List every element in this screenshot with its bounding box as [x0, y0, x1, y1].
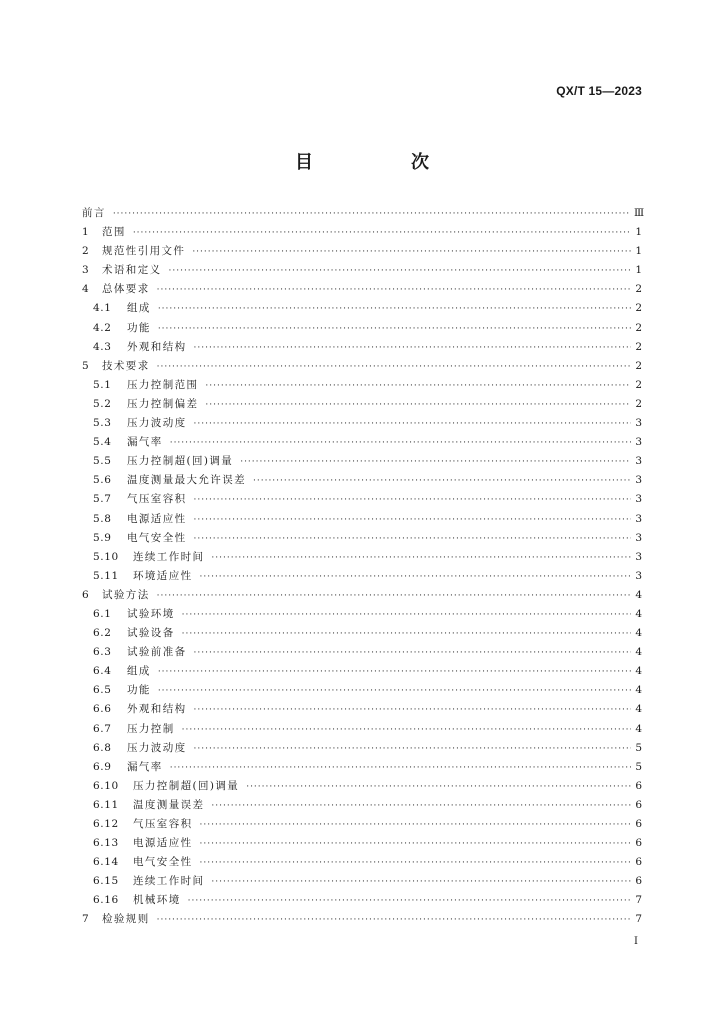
toc-entry-label: 温度测量误差 — [133, 798, 205, 811]
toc-entry-page: 2 — [635, 340, 642, 353]
toc-entry-label: 温度测量最大允许误差 — [127, 474, 246, 487]
toc-entry-label: 外观和结构 — [127, 703, 187, 716]
toc-leader-dots — [194, 511, 632, 530]
toc-entry-label: 功能 — [127, 684, 151, 697]
toc-entry-number: 6.3 — [93, 646, 112, 659]
toc-entry[interactable] — [82, 242, 642, 261]
toc-entry-page: 3 — [635, 569, 642, 582]
toc-entry-number: 6.6 — [93, 703, 112, 716]
toc-entry[interactable] — [82, 376, 642, 395]
toc-entry[interactable] — [82, 891, 642, 910]
toc-leader-dots — [211, 549, 631, 568]
toc-entry-number: 5.10 — [93, 550, 119, 563]
toc-entry-page: 6 — [635, 818, 642, 830]
toc-entry[interactable] — [82, 910, 642, 929]
toc-leader-dots — [158, 320, 631, 339]
toc-entry-number: 4.3 — [93, 340, 112, 353]
toc-leader-dots — [194, 491, 632, 510]
toc-leader-dots — [200, 854, 632, 873]
toc-entry[interactable] — [82, 261, 642, 280]
toc-entry[interactable] — [82, 338, 642, 357]
page-title: 目 次 — [295, 152, 469, 173]
toc-entry[interactable] — [82, 548, 642, 567]
toc-leader-dots — [182, 625, 631, 644]
toc-entry-page: 4 — [635, 722, 642, 735]
toc-entry-label: 漏气率 — [127, 436, 163, 449]
toc-entry-number: 2 — [82, 245, 90, 258]
toc-leader-dots — [182, 606, 631, 625]
toc-leader-dots — [246, 778, 631, 797]
toc-leader-dots — [188, 892, 631, 911]
toc-entry-label: 试验环境 — [127, 607, 175, 620]
toc-entry-page: 6 — [635, 798, 642, 811]
toc-entry-label: 环境适应性 — [133, 569, 193, 582]
toc-entry-page: 3 — [635, 531, 642, 544]
toc-entry-page: 5 — [635, 741, 642, 754]
toc-entry-number: 5.7 — [93, 493, 112, 506]
toc-entry-number: 6.14 — [93, 856, 119, 869]
toc-entry-page: 3 — [635, 550, 642, 563]
toc-entry-number: 6.5 — [93, 684, 112, 697]
toc-entry-page: 4 — [635, 646, 642, 659]
toc-entry[interactable] — [82, 739, 642, 758]
toc-entry-label: 组成 — [127, 665, 151, 678]
toc-entry[interactable] — [82, 567, 642, 586]
toc-entry-page: 6 — [635, 837, 642, 850]
toc-entry-page: 4 — [635, 588, 642, 601]
toc-entry-label: 压力控制范围 — [127, 378, 199, 391]
toc-entry-number: 4 — [82, 283, 90, 296]
toc-leader-dots — [211, 873, 631, 892]
toc-entry[interactable] — [82, 586, 642, 605]
toc-entry[interactable] — [82, 280, 642, 299]
toc-entry-label: 机械环境 — [133, 894, 181, 907]
toc-entry[interactable] — [82, 796, 642, 815]
toc-entry-page: 3 — [635, 493, 642, 506]
toc-entry-page: 1 — [635, 245, 642, 258]
toc-leader-dots — [240, 453, 631, 472]
toc-leader-dots — [205, 377, 631, 396]
toc-leader-dots — [182, 721, 631, 740]
toc-leader-dots — [169, 262, 632, 281]
toc-entry-number: 6.9 — [93, 760, 112, 773]
toc-entry-page: 1 — [635, 226, 642, 239]
toc-leader-dots — [194, 740, 632, 759]
toc-leader-dots — [194, 530, 632, 549]
toc-entry-number: 6.4 — [93, 665, 112, 678]
toc-entry-label: 组成 — [127, 302, 151, 315]
toc-entry-page: 3 — [635, 455, 642, 468]
toc-entry[interactable] — [82, 452, 642, 471]
toc-entry-number: 6 — [82, 588, 90, 601]
toc-entry[interactable] — [82, 681, 642, 700]
toc-entry[interactable] — [82, 204, 645, 223]
toc-entry-page: 4 — [635, 703, 642, 716]
toc-entry-number: 7 — [82, 913, 90, 926]
toc-entry-page: Ⅲ — [634, 207, 645, 219]
toc-entry-number: 6.11 — [93, 798, 119, 811]
toc-leader-dots — [253, 472, 631, 491]
toc-entry-label: 术语和定义 — [102, 264, 162, 277]
toc-entry-page: 2 — [635, 302, 642, 315]
toc-leader-dots — [157, 911, 631, 930]
toc-entry[interactable] — [82, 490, 642, 509]
toc-entry-number: 5.9 — [93, 531, 112, 544]
toc-entry-number: 6.8 — [93, 741, 112, 754]
toc-entry-label: 技术要求 — [102, 359, 150, 372]
toc-leader-dots — [194, 339, 632, 358]
toc-entry-label: 规范性引用文件 — [102, 245, 186, 258]
toc-entry[interactable] — [82, 471, 642, 490]
toc-entry-number: 4.1 — [93, 302, 112, 315]
toc-entry-number: 5.6 — [93, 474, 112, 487]
toc-entry-page: 2 — [635, 359, 642, 372]
toc-leader-dots — [157, 587, 631, 606]
toc-entry[interactable] — [82, 700, 642, 719]
toc-entry-page: 2 — [635, 321, 642, 334]
toc-entry-label: 试验前准备 — [127, 646, 187, 659]
toc-entry-label: 电源适应性 — [133, 837, 193, 850]
toc-entry-label: 压力控制偏差 — [127, 397, 199, 410]
toc-entry[interactable] — [82, 319, 642, 338]
toc-entry-label: 连续工作时间 — [133, 875, 205, 888]
toc-entry[interactable] — [82, 223, 642, 242]
toc-entry[interactable] — [82, 414, 642, 433]
toc-entry-label: 前言 — [82, 207, 106, 219]
toc-entry-number: 5.3 — [93, 417, 112, 430]
toc-leader-dots — [192, 243, 631, 262]
toc-entry[interactable] — [82, 758, 642, 777]
toc-entry-page: 6 — [635, 875, 642, 888]
toc-entry-label: 试验设备 — [127, 627, 175, 640]
toc-entry-number: 6.7 — [93, 722, 112, 735]
toc-leader-dots — [200, 816, 632, 835]
toc-entry-label: 压力波动度 — [127, 741, 187, 754]
toc-entry-page: 5 — [635, 760, 642, 773]
toc-entry-label: 范围 — [102, 226, 126, 239]
toc-entry[interactable] — [82, 777, 642, 796]
toc-leader-dots — [158, 663, 631, 682]
toc-entry-page: 2 — [635, 283, 642, 296]
toc-entry[interactable] — [82, 643, 642, 662]
toc-entry-page: 2 — [635, 378, 642, 391]
toc-leader-dots — [157, 358, 631, 377]
toc-entry[interactable] — [82, 529, 642, 548]
toc-leader-dots — [211, 797, 631, 816]
toc-entry-label: 压力控制 — [127, 722, 175, 735]
toc-leader-dots — [157, 281, 631, 300]
toc-leader-dots — [170, 434, 631, 453]
toc-entry-page: 4 — [635, 627, 642, 640]
toc-entry-page: 2 — [635, 397, 642, 410]
toc-entry[interactable] — [82, 605, 642, 624]
toc-entry-label: 外观和结构 — [127, 340, 187, 353]
toc-leader-dots — [194, 644, 632, 663]
toc-entry-label: 连续工作时间 — [133, 550, 205, 563]
toc-entry-number: 6.16 — [93, 894, 119, 907]
toc-leader-dots — [194, 701, 632, 720]
toc-entry-number: 5.2 — [93, 397, 112, 410]
toc-leader-dots — [194, 415, 632, 434]
toc-entry[interactable] — [82, 624, 642, 643]
toc-entry-number: 6.1 — [93, 607, 112, 620]
toc-leader-dots — [200, 568, 632, 587]
toc-entry-number: 5.5 — [93, 455, 112, 468]
toc-entry-page: 3 — [635, 417, 642, 430]
table-of-contents — [82, 204, 645, 930]
toc-entry-label: 电气安全性 — [127, 531, 187, 544]
toc-leader-dots — [133, 224, 631, 243]
toc-entry[interactable] — [82, 395, 642, 414]
toc-leader-dots — [200, 835, 632, 854]
toc-entry-number: 5 — [82, 359, 90, 372]
toc-entry-label: 气压室容积 — [133, 818, 193, 830]
toc-entry-label: 试验方法 — [102, 588, 150, 601]
toc-entry-label: 电气安全性 — [133, 856, 193, 869]
toc-entry-number: 6.15 — [93, 875, 119, 888]
toc-entry-page: 6 — [635, 856, 642, 869]
toc-entry-number: 5.4 — [93, 436, 112, 449]
toc-entry[interactable] — [82, 872, 642, 891]
toc-entry[interactable] — [82, 853, 642, 872]
toc-entry-label: 漏气率 — [127, 760, 163, 773]
toc-entry-number: 6.12 — [93, 818, 119, 830]
toc-entry-page: 3 — [635, 474, 642, 487]
standard-code: QX/T 15—2023 — [556, 84, 642, 98]
toc-leader-dots — [170, 759, 631, 778]
toc-entry-number: 5.11 — [93, 569, 119, 582]
toc-entry-number: 1 — [82, 226, 90, 239]
toc-entry-number: 6.13 — [93, 837, 119, 850]
toc-entry[interactable] — [82, 299, 642, 318]
toc-leader-dots — [158, 300, 631, 319]
toc-entry-number: 6.2 — [93, 627, 112, 640]
toc-entry-label: 压力波动度 — [127, 417, 187, 430]
toc-leader-dots — [205, 396, 631, 415]
toc-entry[interactable] — [82, 834, 642, 853]
toc-entry-label: 功能 — [127, 321, 151, 334]
toc-entry[interactable] — [82, 433, 642, 452]
toc-entry-number: 4.2 — [93, 321, 112, 334]
toc-entry[interactable] — [82, 720, 642, 739]
toc-entry-label: 检验规则 — [102, 913, 150, 926]
toc-entry[interactable] — [82, 662, 642, 681]
toc-entry-label: 气压室容积 — [127, 493, 187, 506]
toc-entry-page: 4 — [635, 665, 642, 678]
toc-leader-dots — [113, 205, 631, 224]
toc-entry-page: 6 — [635, 779, 642, 792]
toc-entry-number: 5.8 — [93, 512, 112, 525]
toc-entry-page: 1 — [635, 264, 642, 277]
toc-entry-number: 6.10 — [93, 779, 119, 792]
toc-entry-label: 总体要求 — [102, 283, 150, 296]
toc-entry-number: 5.1 — [93, 378, 112, 391]
toc-entry-page: 4 — [635, 607, 642, 620]
toc-entry-page: 3 — [635, 512, 642, 525]
toc-entry-page: 3 — [635, 436, 642, 449]
toc-entry-page: 7 — [635, 913, 642, 926]
toc-entry[interactable] — [82, 510, 642, 529]
toc-entry-page: 4 — [635, 684, 642, 697]
toc-entry-label: 压力控制超(回)调量 — [127, 455, 234, 468]
toc-entry-label: 电源适应性 — [127, 512, 187, 525]
toc-leader-dots — [158, 682, 631, 701]
toc-entry-page: 7 — [635, 894, 642, 907]
toc-entry[interactable] — [82, 357, 642, 376]
toc-entry-label: 压力控制超(回)调量 — [133, 779, 240, 792]
page-number: I — [634, 936, 638, 947]
toc-entry-number: 3 — [82, 264, 90, 277]
toc-entry[interactable] — [82, 815, 642, 834]
